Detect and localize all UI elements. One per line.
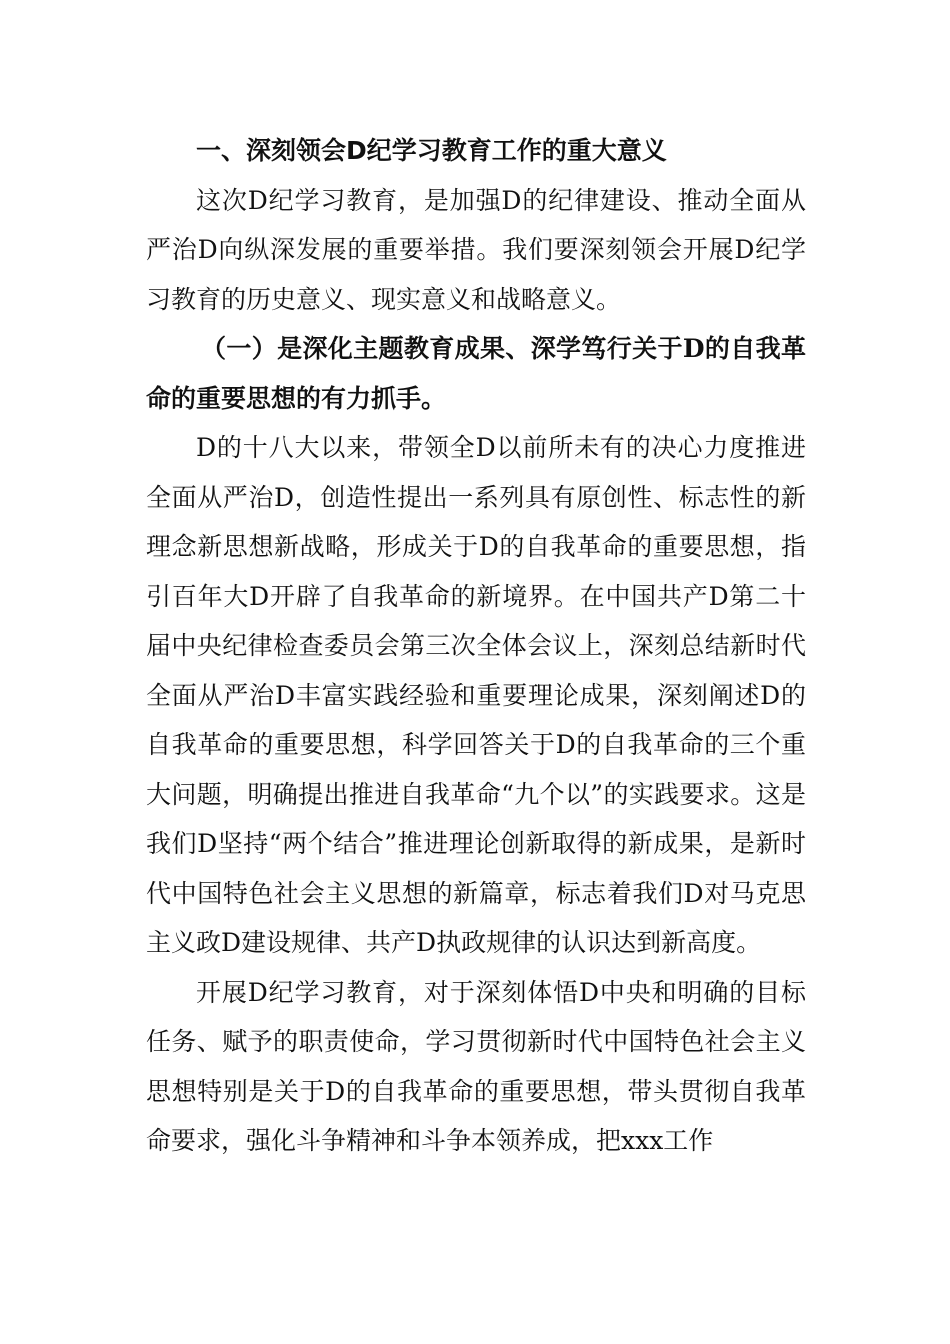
document-body: [146, 126, 806, 1166]
paragraph-body: D的十八大以来，带领全D以前所未有的决心力度推进全面从严治D，创造性提出一系列具有原创性、标志性的新理念新思想新战略，形成关于D的自我革命的重要思想，指引百年大D开辟了自我革命的新境界。在中国共产D第二十届中央纪律检查委员会第三次全体会议上，深刻总结新时代全面从严治D丰富实践经验和重要理论成果，深刻阐述D的自我革命的重要思想，科学回答关于D的自我革命的三个重大问题，明确提出推进自我革命“九个以”的实践要求。这是我们D坚持“两个结合”推进理论创新取得的新成果，是新时代中国特色社会主义思想的新篇章，标志着我们D对马克思主义政D建设规律、共产D执政规律的认识达到新高度。: [146, 433, 806, 957]
paragraph-continued: 开展D纪学习教育，对于深刻体悟D中央和明确的目标任务、赋予的职责使命，学习贯彻新时代中国特色社会主义思想特别是关于D的自我革命的重要思想，带头贯彻自我革命要求，强化斗争精神和斗争本领养成，把xxx工作: [146, 977, 806, 1155]
paragraph-intro: 这次D纪学习教育，是加强D的纪律建设、推动全面从严治D向纵深发展的重要举措。我们要深刻领会开展D纪学习教育的历史意义、现实意义和战略意义。: [146, 185, 806, 314]
subsection-heading: （一）是深化主题教育成果、深学笃行关于D的自我革命的重要思想的有力抓手。: [146, 334, 806, 413]
section-heading: 一、深刻领会D纪学习教育工作的重大意义: [196, 136, 667, 165]
